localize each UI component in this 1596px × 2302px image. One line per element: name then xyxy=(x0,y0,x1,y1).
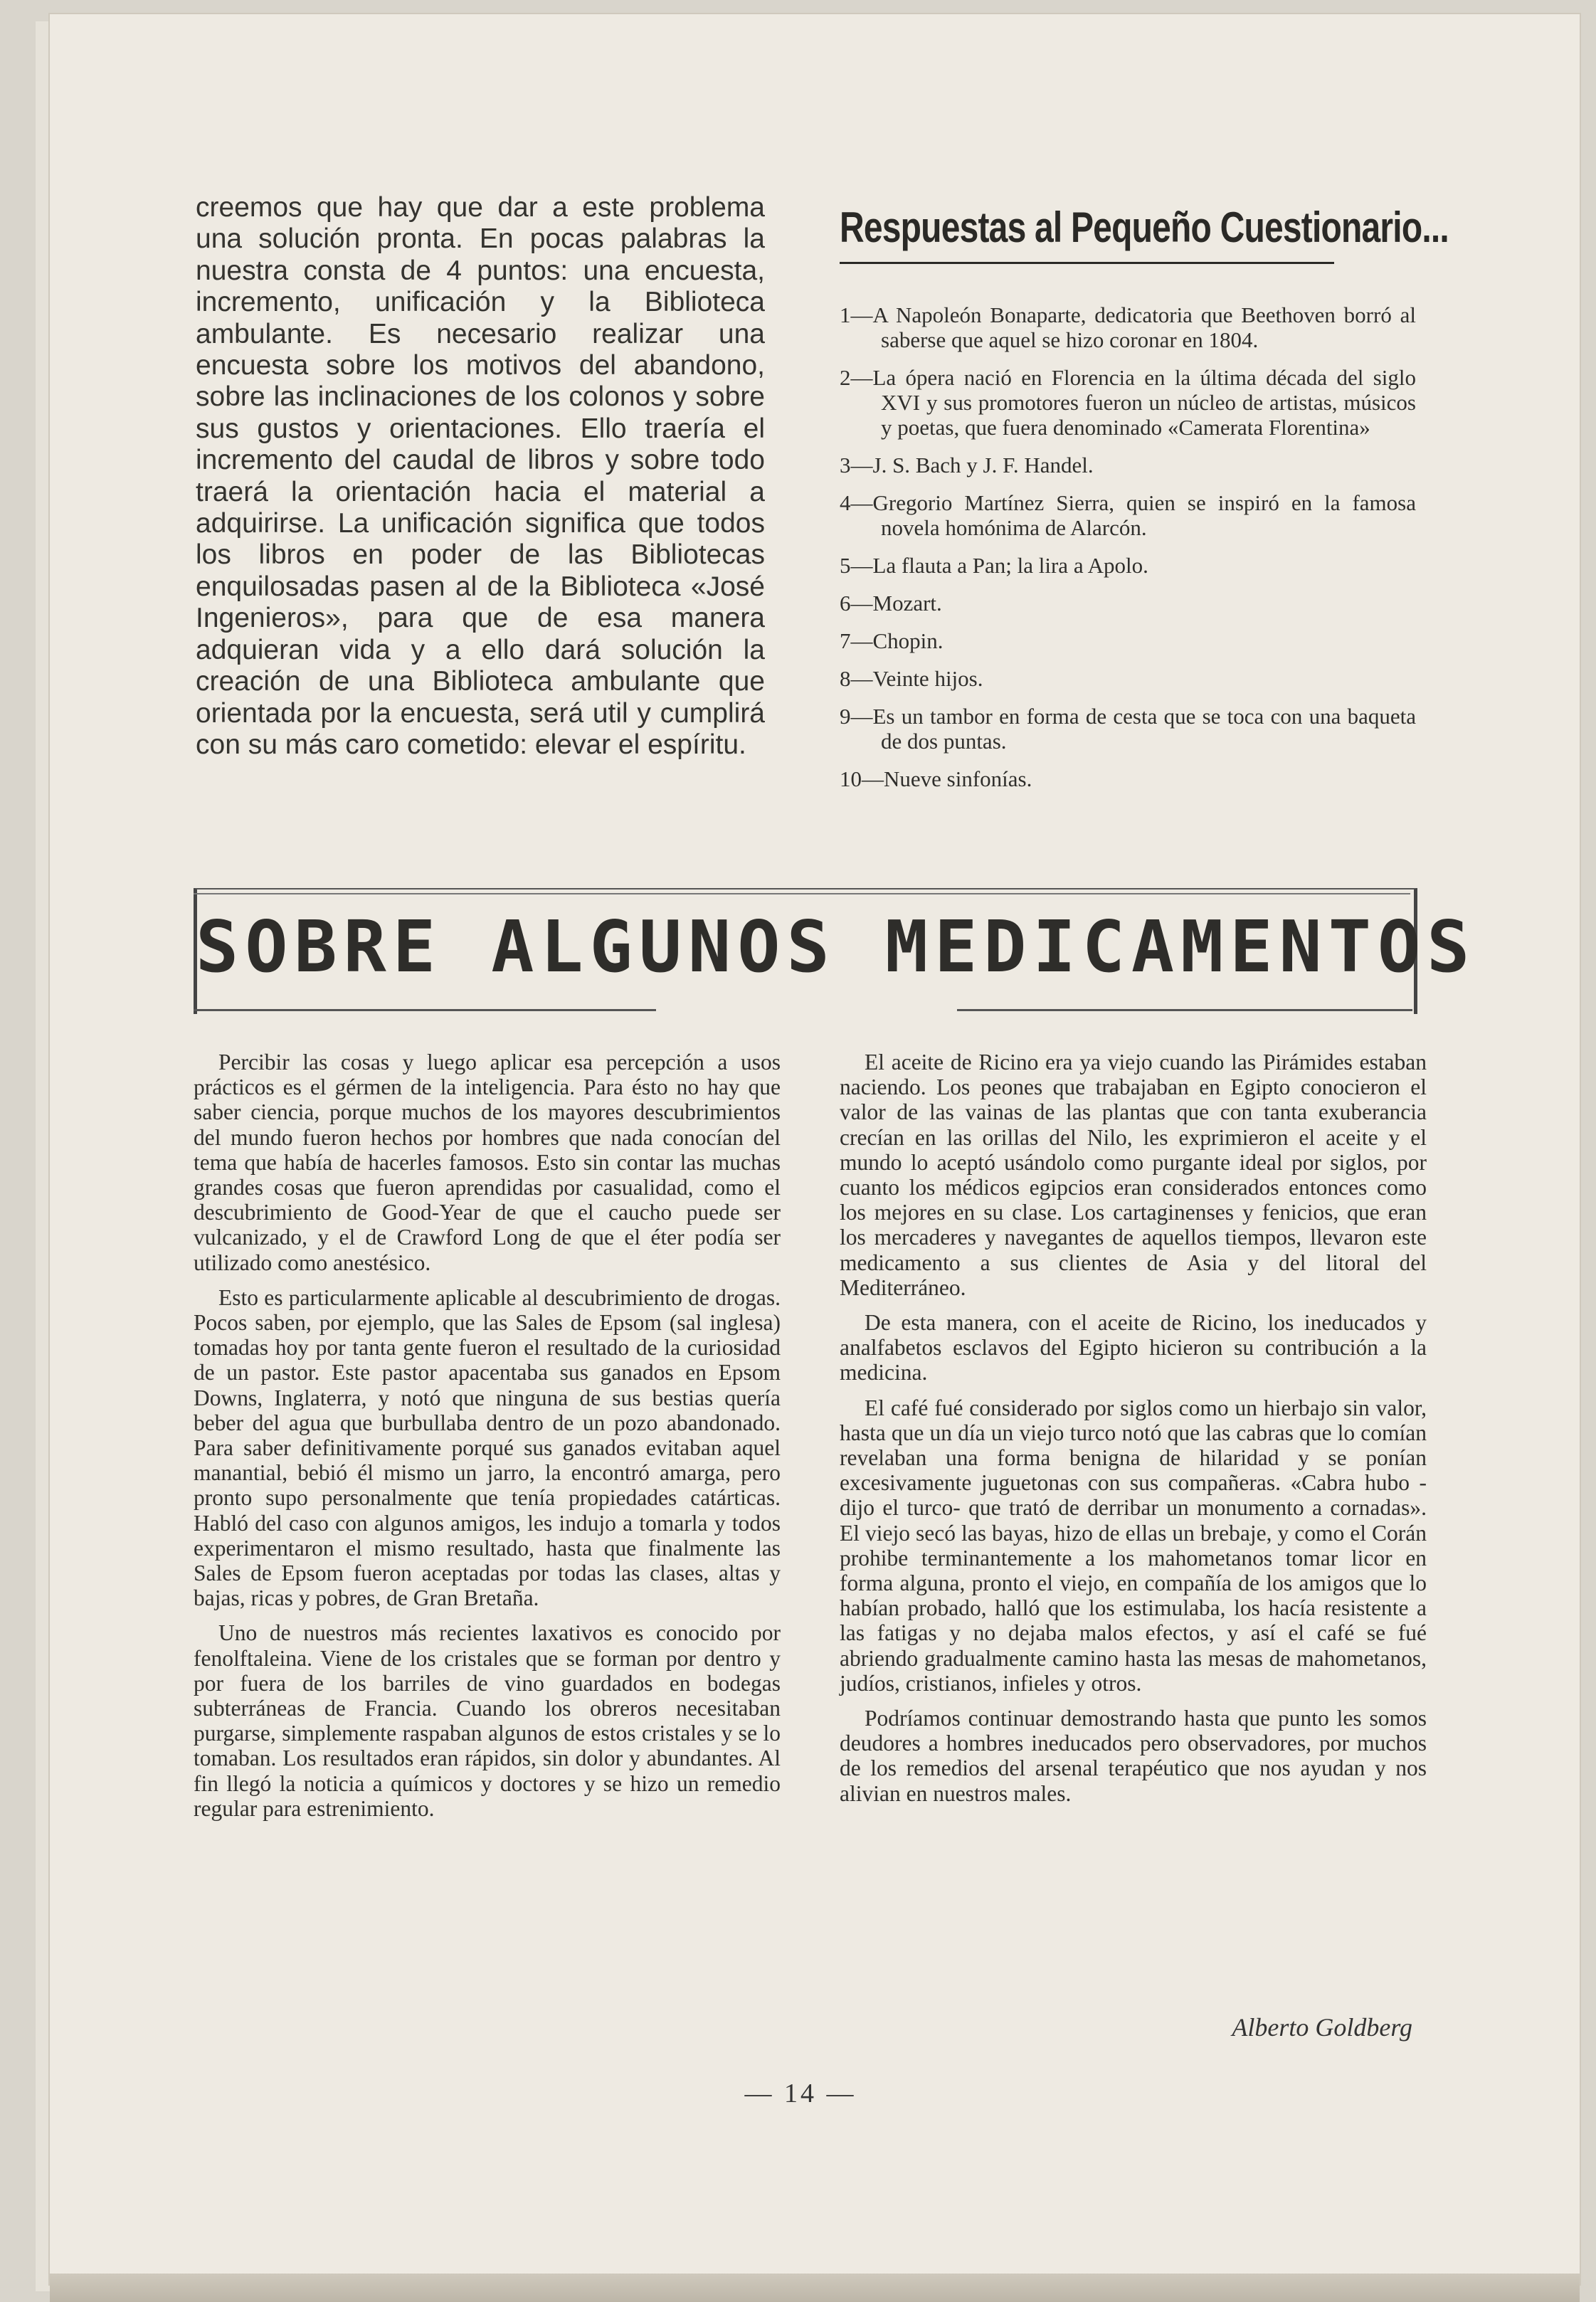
answer-item: 6—Mozart. xyxy=(840,591,942,616)
answer-item: 9—Es un tambor en forma de cesta que se toca con una baqueta de dos puntas. xyxy=(840,704,1416,754)
author-signature: Alberto Goldberg xyxy=(1232,2013,1412,2042)
article-paragraph: De esta manera, con el aceite de Ricino, los ineducados y analfabetos esclavos del Egipto hicieron su contribución a la medicina. xyxy=(840,1310,1427,1385)
answers-title: Respuestas al Pequeño Cuestionario... xyxy=(840,204,1449,251)
article-paragraph: Podríamos continuar demostrando hasta que punto les somos deudores a hombres ineducados pero observadores, por muchos de los remedios del arsenal terapéutico que nos ayudan y nos alivian en nuestros males. xyxy=(840,1706,1427,1806)
banner-rule xyxy=(194,1009,656,1011)
article-paragraph: Percibir las cosas y luego aplicar esa percepción a usos prácticos es el gérmen de la inteligencia. Para ésto no hay que saber ciencia, porque muchos de los mayores descubrimientos del mundo fueron hechos por hombres que nada conocían del tema que había de hacerles famosos. Esto sin contar las muchas grandes cosas que fueron aprendidas por casualidad, como el descubrimiento de Good-Year de que el caucho puede ser vulcanizado, y el de Crawford Long de que el éter podía ser utilizado como anestésico. xyxy=(194,1050,781,1275)
article-title: SOBRE ALGUNOS MEDICAMENTOS xyxy=(196,905,1476,988)
answers-title-underline xyxy=(840,262,1334,264)
article-column-right xyxy=(840,1050,1427,1816)
answer-item: 1—A Napoleón Bonaparte, dedicatoria que Beethoven borró al saberse que aquel se hizo coronar en 1804. xyxy=(840,302,1416,352)
banner-rule xyxy=(194,893,1410,894)
answers-list xyxy=(840,302,1416,804)
article-column-left xyxy=(194,1050,781,1831)
intro-column xyxy=(196,192,765,761)
answer-item: 2—La ópera nació en Florencia en la última década del siglo XVI y sus promotores fueron un núcleo de artistas, músicos y poetas, que fuera denominado «Camerata Florentina» xyxy=(840,365,1416,440)
article-paragraph: Esto es particularmente aplicable al descubrimiento de drogas. Pocos saben, por ejemplo, que las Sales de Epsom (sal inglesa) tomadas hoy por tanta gente fueron el resultado de la curiosidad de un pastor. Este pastor apacentaba sus ganados en Epsom Downs, Inglaterra, y notó que ninguna de sus bestias quería beber del agua que burbullaba dentro de un pozo abandonado. Para saber definitivamente porqué sus ganados evitaban aquel manantial, bebió él mismo un jarro, la encontró amarga, pero pronto supo personalmente que tenía propiedades catárticas. Habló del caso con algunos amigos, les indujo a tomarla y todos experimentaron el mismo resultado, hasta que finalmente las Sales de Epsom fueron aceptadas por todas las clases, altas y bajas, ricas y pobres, de Gran Bretaña. xyxy=(194,1284,781,1611)
article-paragraph: El aceite de Ricino era ya viejo cuando las Pirámides estaban naciendo. Los peones que trabajaban en Egipto conocieron el valor de las vainas de las plantas que con tanta exuberancia crecían en las orillas del Nilo, les exprimieron el aceite y el mundo lo aceptó usándolo como purgante ideal por siglos, por cuanto los médicos egipcios eran considerados entonces como los mejores en su clase. Los cartaginenses y fenicios, que eran los mercaderes y navegantes de aquellos tiempos, llevaron este medicamento a sus clientes de Asia y del litoral del Mediterráneo. xyxy=(840,1050,1427,1300)
answer-item: 8—Veinte hijos. xyxy=(840,666,983,691)
page-edge xyxy=(50,2274,1580,2302)
page-number: — 14 — xyxy=(744,2079,857,2108)
intro-paragraph: creemos que hay que dar a este problema una solución pronta. En pocas palabras la nuestra consta de 4 puntos: una encuesta, incremento, unificación y la Biblioteca ambulante. Es necesario realizar una encuesta sobre los motivos del abandono, sobre las inclinaciones de los colonos y sobre sus gustos y orientaciones. Ello traería el incremento del caudal de libros y sobre todo traerá la orientación hacia el material a adquirirse. La unificación significa que todos los libros en poder de las Bibliotecas enquilosadas pasen al de la Biblioteca «José Ingenieros», para que de esa manera adquieran vida y a ello dará solución la creación de una Biblioteca ambulante que orientada por la encuesta, será util y cumplirá con su más caro cometido: elevar el espíritu. xyxy=(196,192,765,760)
banner-rule xyxy=(957,1009,1412,1011)
article-paragraph: Uno de nuestros más recientes laxativos es conocido por fenolftaleina. Viene de los cristales que se forman por dentro y por fuera de los barriles de vino guardados en bodegas subterráneas de Francia. Cuando los obreros necesitaban purgarse, simplemente raspaban algunos de estos cristales y se lo tomaban. Los resultados eran rápidos, sin dolor y abundantes. Al fin llegó la noticia a químicos y doctores y se hizo un remedio regular para estrenimiento. xyxy=(194,1620,781,1821)
answer-item: 4—Gregorio Martínez Sierra, quien se inspiró en la famosa novela homónima de Alarcón. xyxy=(840,490,1416,540)
answer-item: 10—Nueve sinfonías. xyxy=(840,766,1032,791)
answer-item: 3—J. S. Bach y J. F. Handel. xyxy=(840,453,1094,477)
answer-item: 5—La flauta a Pan; la lira a Apolo. xyxy=(840,553,1148,578)
answer-item: 7—Chopin. xyxy=(840,628,944,653)
article-paragraph: El café fué considerado por siglos como un hierbajo sin valor, hasta que un día un viejo turco notó que las cabras que lo comían revelaban una forma benigna de hilaridad y se ponían excesivamente juguetonas con sus compañeras. «Cabra hubo -dijo el turco- que trató de derribar un monumento a cornadas». El viejo secó las bayas, hizo de ellas un brebaje, y como el Corán prohibe terminantemente a los mahometanos tomar licor en forma alguna, pronto el viejo, en compañía de los amigos que lo habían probado, halló que los estimulaba, los hacía resistente a las fatigas y no dejaba malos efectos, y así el café se fué abriendo gradualmente camino hasta las mesas de mahometanos, judíos, cristianos, infieles y otros. xyxy=(840,1395,1427,1696)
